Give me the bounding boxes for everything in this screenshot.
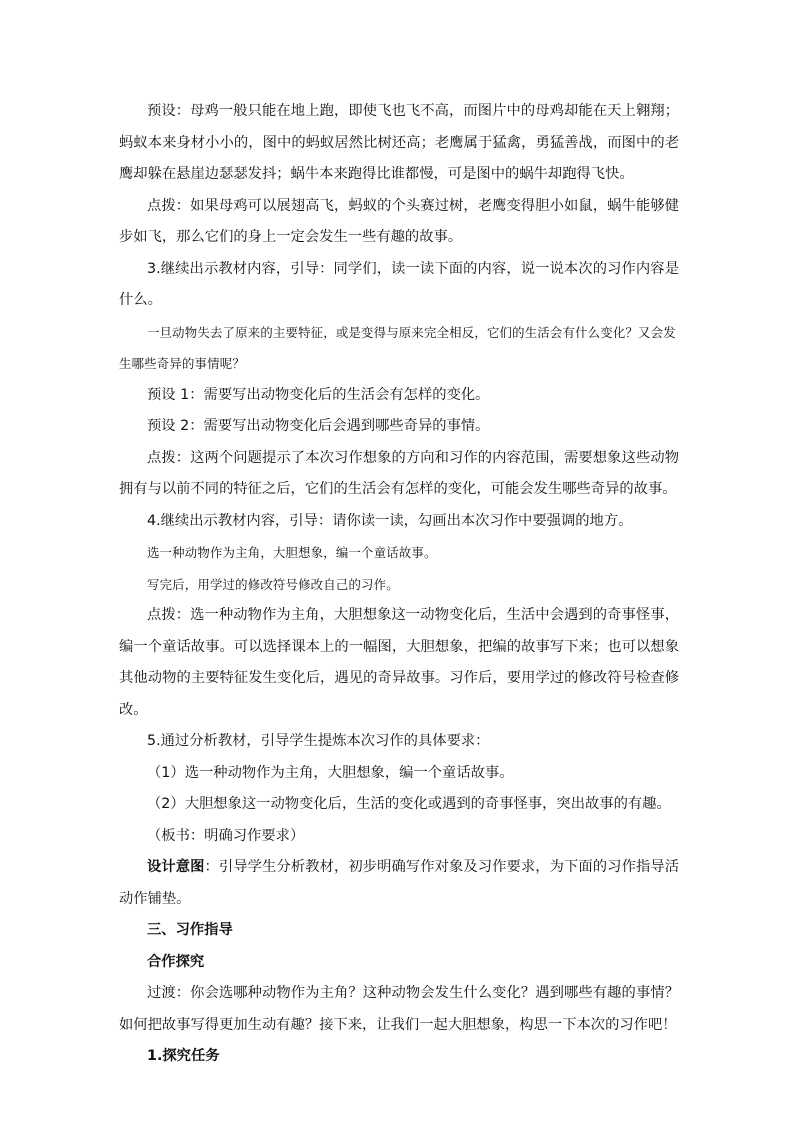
paragraph-hint-2: 点拨：这两个问题提示了本次习作想象的方向和习作的内容范围，需要想象这些动物拥有与以前不同的特征之后，它们的生活会有怎样的变化，可能会发生哪些奇异的故事。 <box>119 449 679 497</box>
requirement-2: （2）大胆想象这一动物变化后，生活的变化或遇到的奇事怪事，突出故事的有趣。 <box>147 796 671 812</box>
paragraph-preset-2: 预设 2：需要写出动物变化后会遇到哪些奇异的事情。 <box>147 418 490 434</box>
heading-exploration-task: 1.探究任务 <box>147 1048 220 1064</box>
design-intent-label: 设计意图 <box>147 859 205 875</box>
quote-textbook-2: 选一种动物作为主角，大胆想象，编一个童话故事。 <box>147 545 437 560</box>
requirement-1: （1）选一种动物作为主角，大胆想象，编一个童话故事。 <box>147 764 514 781</box>
subheading-cooperative-exploration: 合作探究 <box>147 953 205 970</box>
paragraph-preset-animals: 预设：母鸡一般只能在地上跑，即使飞也飞不高，而图片中的母鸡却能在天上翱翔；蚂蚁本来身材小小的，图中的蚂蚁居然比树还高；老鹰属于猛禽，勇猛善战，而图中的老鹰却躲在悬崖边瑟瑟发抖；蜗牛本来跑得比谁都慢，可是图中的蜗牛却跑得飞快。 <box>119 103 679 182</box>
paragraph-preset-1: 预设 1：需要写出动物变化后的生活会有怎样的变化。 <box>147 386 490 403</box>
paragraph-hint-3: 点拨：选一种动物作为主角，大胆想象这一动物变化后，生活中会遇到的奇事怪事，编一个童话故事。可以选择课本上的一幅图，大胆想象，把编的故事写下来；也可以想象其他动物的主要特征发生变化后，遇见的奇异故事。习作后，要用学过的修改符号检查修改。 <box>119 607 679 718</box>
paragraph-step-3: 3.继续出示教材内容，引导：同学们，读一读下面的内容，说一说本次的习作内容是什么。 <box>119 260 679 308</box>
paragraph-step-4: 4.继续出示教材内容，引导：请你读一读，勾画出本次习作中要强调的地方。 <box>147 512 633 529</box>
paragraph-design-intent <box>119 852 679 915</box>
document-page <box>119 96 679 1073</box>
paragraph-step-5: 5.通过分析教材，引导学生提炼本次习作的具体要求： <box>147 733 490 749</box>
section-heading-guidance: 三、习作指导 <box>147 922 233 938</box>
paragraph-hint-1: 点拨：如果母鸡可以展翅高飞，蚂蚁的个头赛过树，老鹰变得胆小如鼠，蜗牛能够健步如飞，那么它们的身上一定会发生一些有趣的故事。 <box>119 197 679 245</box>
paragraph-transition: 过渡：你会选哪种动物作为主角？这种动物会发生什么变化？遇到哪些有趣的事情？如何把故事写得更加生动有趣？接下来，让我们一起大胆想象，构思一下本次的习作吧！ <box>119 985 679 1033</box>
quote-textbook-1: 一旦动物失去了原来的主要特征，或是变得与原来完全相反，它们的生活会有什么变化？又会发生哪些奇异的事情呢？ <box>119 324 676 371</box>
quote-textbook-3: 写完后，用学过的修改符号修改自己的习作。 <box>147 576 399 592</box>
blackboard-note: （板书：明确习作要求） <box>147 827 305 844</box>
design-intent-text: ：引导学生分析教材，初步明确写作对象及习作要求，为下面的习作指导活动作铺垫。 <box>119 859 680 907</box>
